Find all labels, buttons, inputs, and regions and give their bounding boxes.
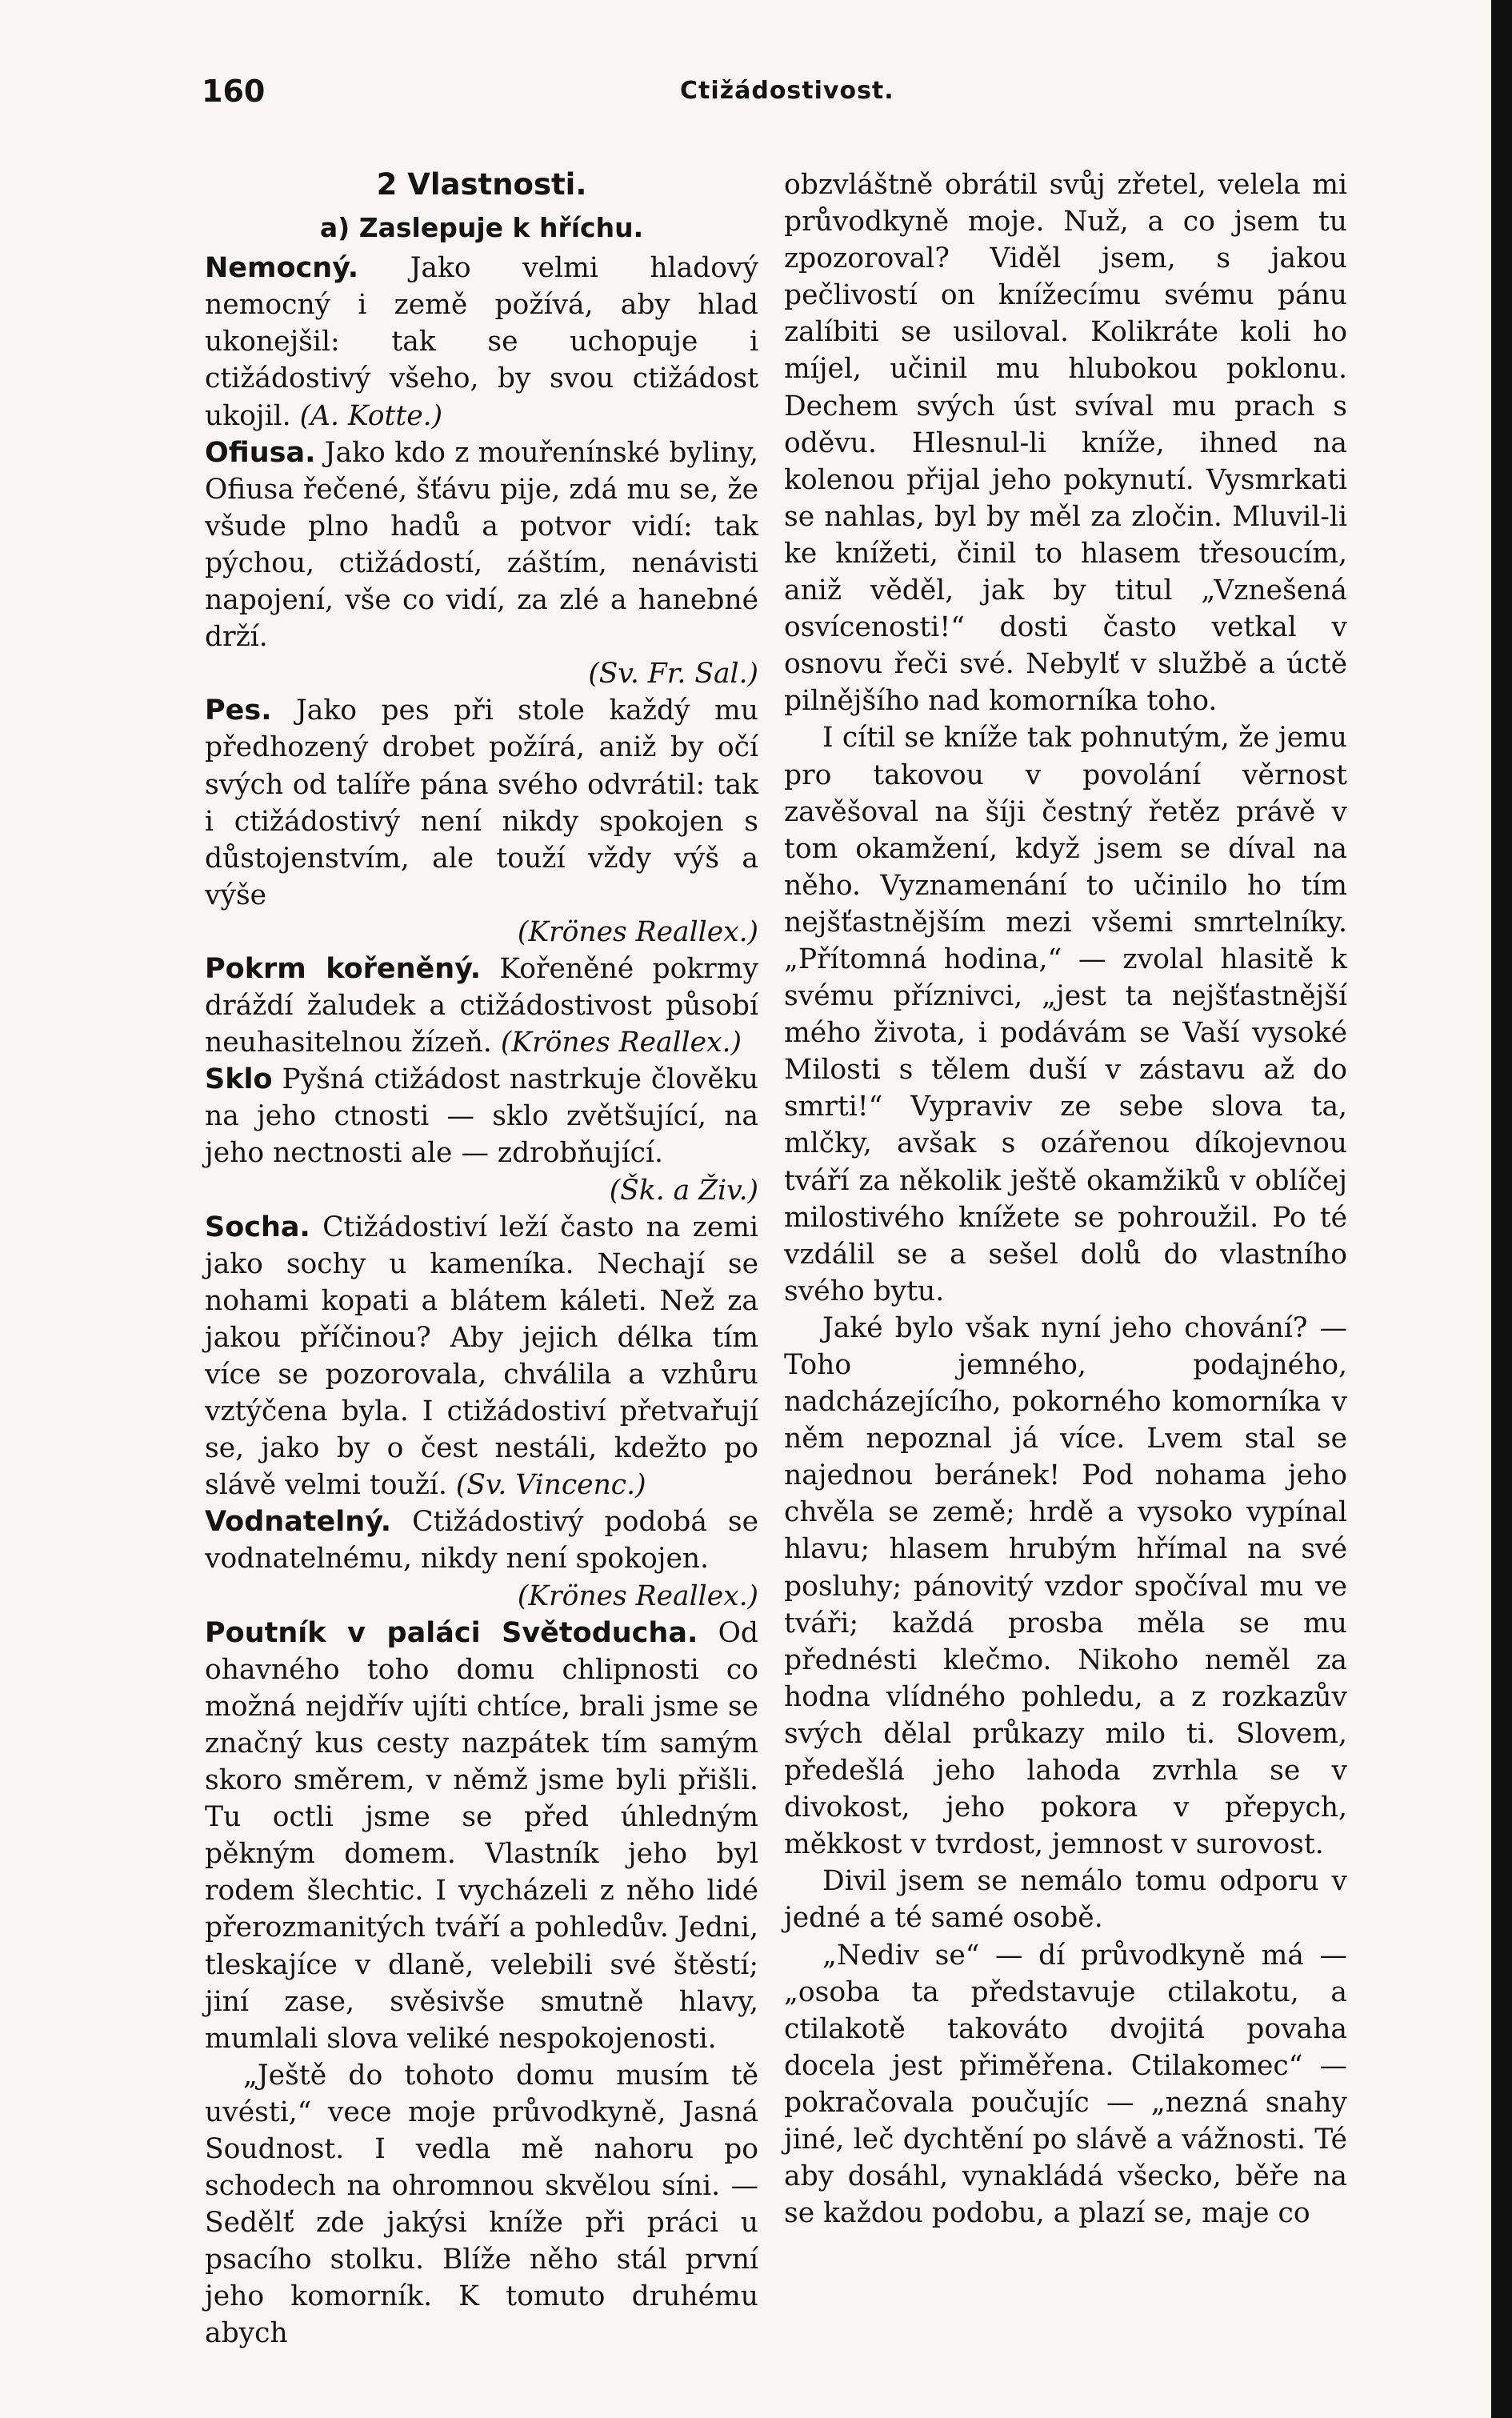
subsection-title: a) Zaslepuje k hříchu. <box>319 212 644 244</box>
entry-citation: (Krönes Reallex.) <box>500 1027 742 1059</box>
entry-pes <box>205 692 758 951</box>
entry-text: Od ohavného toho domu chlipnosti co možná nejdřív ujíti chtíce, brali jsme se značný kus cesty nazpátek tím samým skoro směrem, v němž jsme byli přišli. Tu octli jsme se před úhledným pěkným domem. Vlastník jeho byl rodem šlechtic. I vycházeli z něho lidé přerozmanitých tváří a pohledův. Jedni, tleskajíce v dlaně, velebili své štěstí; jiní zase, svěsivše smutně hlavy, mumlali slova veliké nespokojenosti. <box>205 1616 758 2055</box>
paragraph: obzvláštně obrátil svůj zřetel, velela mi průvodkyně moje. Nuž, a co jsem tu zpozoroval? Viděl jsem, s jakou pečlivostí on knížecímu svému pánu zalíbiti se usiloval. Kolikráte koli ho míjel, učinil mu hlubokou poklonu. Dechem svých úst svíval mu prach s oděvu. Hlesnul-li kníže, ihned na kolenou přijal jeho pokynutí. Vysmrkati se nahlas, byl by měl za zločin. Mluvil-li ke knížeti, činil to hlasem třesoucím, aniž věděl, jak by titul „Vznešená osvícenosti!“ dosti často vetkal v osnovu řeči své. Nebylť v službě a úctě pilnějšího nad komorníka toho. <box>784 169 1347 718</box>
entry-term: Sklo <box>205 1063 273 1096</box>
entry-citation: (Sv. Vincenc.) <box>455 1469 646 1502</box>
paragraph: Divil jsem se nemálo tomu odporu v jedné a té samé osobě. <box>784 1865 1347 1935</box>
section-title: 2 Vlastnosti. <box>376 167 587 202</box>
page-number: 160 <box>202 74 266 109</box>
left-column <box>205 166 758 2352</box>
right-column <box>784 166 1347 2232</box>
paragraph: „Nediv se“ — dí průvodkyně má — „osoba ta představuje ctilakotu, a ctilakotě takováto dvojitá povaha docela jest přiměřena. Ctilakomec“ — pokračovala poučujíc — „nezná snahy jiné, leč dychtění po slávě a vážnosti. Té aby dosáhl, vynakládá všecko, běře na se každou podobu, a plazí se, maje co <box>784 1939 1347 2230</box>
entry-sklo <box>205 1061 758 1208</box>
entry-term: Ofiusa. <box>205 436 316 469</box>
entry-socha <box>205 1209 758 1504</box>
entry-text: Pyšná ctižádost nastrkuje člověku na jeho ctnosti — sklo zvětšující, na jeho nectnosti ale — zdrobňující. <box>205 1063 758 1170</box>
entry-ofiusa <box>205 434 758 693</box>
page-header <box>184 74 1384 122</box>
page-edge-shadow <box>1491 0 1512 2418</box>
entry-citation: (Šk. a Živ.) <box>609 1174 758 1207</box>
entry-term: Pokrm kořeněný. <box>205 952 482 985</box>
entry-text: Jako kdo z mouřenínské byliny, Ofiusa řečené, šťávu pije, zdá mu se, že všude plno hadů a potvor vidí: tak pýchou, ctižádostí, záštím, nenávisti napojení, vše co vidí, za zlé a hanebné drží. <box>205 436 758 654</box>
entry-vodnatelny <box>205 1503 758 1614</box>
entry-text: Ctižádostiví leží často na zemi jako sochy u kameníka. Nechají se nohami kopati a blátem káleti. Než za jakou příčinou? Aby jejich délka tím více se pozorovala, chválila a vzhůru vztýčena byla. I ctižádostiví přetvařují se, jako by o čest nestáli, kdežto po slávě velmi touží. <box>205 1211 758 1502</box>
entry-nemocny <box>205 250 758 434</box>
entry-term: Socha. <box>205 1211 310 1243</box>
entry-text: Kořeněné pokrmy dráždí žaludek a ctižádostivost působí neuhasitelnou žízeň. <box>205 952 758 1059</box>
entry-text: Jako velmi hladový nemocný i země požívá, aby hlad ukonejšil: tak se uchopuje i ctižádostivý všeho, by svou ctižádost ukojil. <box>205 252 758 432</box>
running-title: Ctižádostivost. <box>680 77 894 105</box>
closing-paragraph: „Ještě do tohoto domu musím tě uvésti,“ vece moje průvodkyně, Jasná Soudnost. I vedla mě nahoru po schodech na ohromnou skvělou síni. — Sedělť zde jakýsi kníže při práci u psacího stolku. Blíže něho stál první jeho komorník. K tomuto druhému abych <box>205 2059 758 2350</box>
entry-pokrm <box>205 951 758 1061</box>
entry-term: Vodnatelný. <box>205 1506 392 1539</box>
entry-text: Jako pes při stole každý mu předhozený drobet požírá, aniž by očí svých od talíře pána svého odvrátil: tak i ctižádostivý není nikdy spokojen s důstojenstvím, ale touží vždy výš a výše <box>205 695 758 911</box>
entry-text: Ctižádostivý podobá se vodnatelnému, nikdy není spokojen. <box>205 1506 758 1575</box>
entry-term: Pes. <box>205 695 272 727</box>
entry-citation: (Krönes Reallex.) <box>517 1579 758 1612</box>
entry-citation: (Krönes Reallex.) <box>517 915 758 948</box>
entry-citation: (A. Kotte.) <box>299 399 443 432</box>
entry-poutnik <box>205 1615 758 2057</box>
paragraph: Jaké bylo však nyní jeho chování? — Toho jemného, podajného, nadcházejícího, pokorného komorníka v něm nepoznal já více. Lvem stal se najednou beránek! Pod nohama jeho chvěla se země; hrdě a vysoko vypínal hlavu; hlasem hrubým hřímal na své posluhy; pánovitý vzdor spočíval mu ve tváři; každá prosba měla se mu přednésti klečmo. Nikoho neměl za hodna vlídného pohledu, a z rozkazův svých dělal průkazy milo ti. Slovem, předešlá jeho lahoda zvrhla se v divokost, jeho pokora v přepych, měkkost v tvrdost, jemnost v surovost. <box>784 1311 1347 1861</box>
entry-term: Poutník v paláci Světoducha. <box>205 1616 698 1649</box>
entry-term: Nemocný. <box>205 252 359 285</box>
entry-citation: (Sv. Fr. Sal.) <box>588 658 758 691</box>
paragraph: I cítil se kníže tak pohnutým, že jemu pro takovou v povolání věrnost zavěšoval na šíji čestný řetěz právě v tom okamžení, když jsem se díval na něho. Vyznamenání to učinilo ho tím nejšťastnějším mezi všemi smrtelníky. „Přítomná hodina,“ — zvolal hlasitě k svému příznivci, „jest ta nejšťastnější mého života, i podávám se Vaší vysoké Milosti s tělem duší v zástavu až do smrti!“ Vypraviv ze sebe slova ta, mlčky, avšak s ozářenou díkojevnou tváří za několik ještě okamžiků v oblíčej milostivého knížete se pohroužil. Po té vzdálil se a sešel dolů do vlastního svého bytu. <box>784 722 1347 1307</box>
